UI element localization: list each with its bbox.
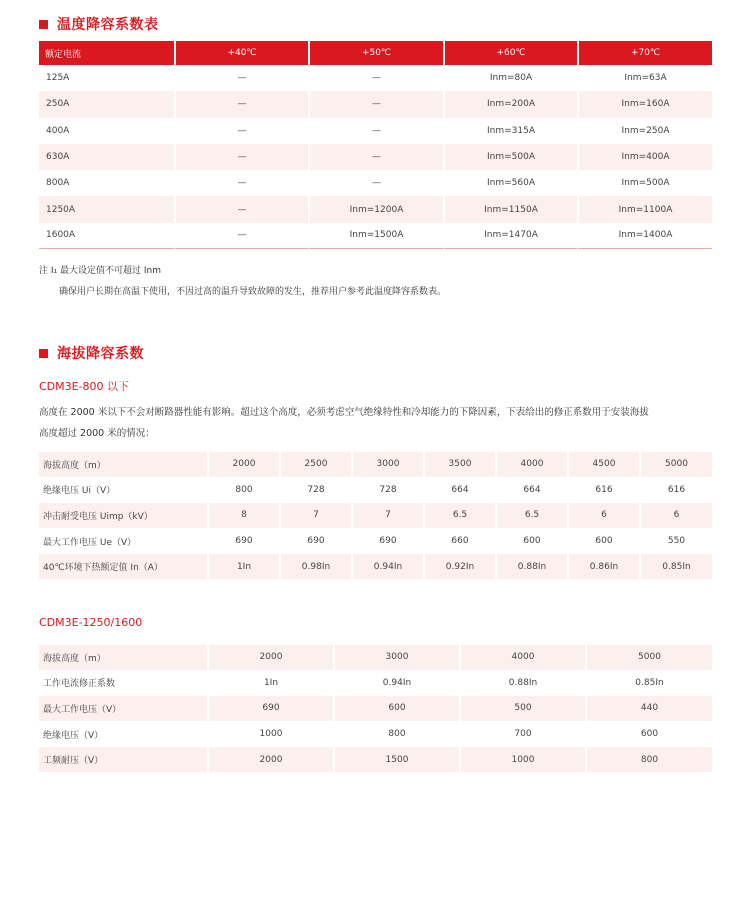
table-cell: 0.88In bbox=[495, 554, 567, 580]
header-60c: +60℃ bbox=[443, 41, 577, 65]
table-cell: 绝缘电压 Ui（V） bbox=[39, 478, 207, 504]
table-cell: 4000 bbox=[495, 452, 567, 478]
table-cell: 工作电流修正系数 bbox=[39, 671, 207, 697]
table-cell: 728 bbox=[351, 478, 423, 504]
table-cell: 1600A bbox=[39, 223, 174, 249]
temperature-section-heading bbox=[39, 14, 159, 34]
table-cell: 600 bbox=[567, 529, 639, 555]
table-cell: — bbox=[174, 91, 308, 117]
altitude-section-heading bbox=[39, 343, 144, 363]
table-cell: — bbox=[174, 144, 308, 170]
table-cell: 400A bbox=[46, 125, 70, 136]
table-header-row bbox=[39, 41, 712, 65]
table-cell: 0.85In bbox=[585, 671, 712, 697]
subtitle-cdm3e-800: CDM3E-800 以下 bbox=[39, 380, 130, 393]
table-cell: 0.86In bbox=[567, 554, 639, 580]
table-row bbox=[39, 529, 712, 555]
bullet-square-icon bbox=[39, 349, 48, 358]
table-cell: Inm=200A bbox=[443, 91, 577, 117]
table-cell: Inm=1400A bbox=[577, 223, 712, 249]
table-cell: 800 bbox=[333, 722, 459, 748]
altitude-table-800 bbox=[39, 452, 712, 580]
table-row bbox=[39, 747, 712, 773]
table-row bbox=[39, 671, 712, 697]
table-cell: 2000 bbox=[207, 645, 333, 671]
table-cell: — bbox=[308, 91, 443, 117]
table-cell: — bbox=[174, 65, 308, 91]
table-cell: Inm=500A bbox=[577, 170, 712, 196]
table-row bbox=[39, 170, 712, 196]
table-row bbox=[39, 196, 712, 222]
table-row bbox=[39, 91, 712, 117]
table-cell: 690 bbox=[279, 529, 351, 555]
subtitle-cdm3e-1250-1600: CDM3E-1250/1600 bbox=[39, 616, 143, 629]
table-row bbox=[39, 223, 712, 249]
table-cell: 800 bbox=[207, 478, 279, 504]
table-cell: 3000 bbox=[333, 645, 459, 671]
table-row bbox=[39, 554, 712, 580]
table-cell: 1500 bbox=[333, 747, 459, 773]
table-cell: 6 bbox=[639, 503, 712, 529]
table-cell: 600 bbox=[333, 696, 459, 722]
table-cell: 690 bbox=[207, 696, 333, 722]
table-cell: 8 bbox=[207, 503, 279, 529]
table-cell: 4500 bbox=[567, 452, 639, 478]
table-cell: 5000 bbox=[639, 452, 712, 478]
table-cell: Inm=63A bbox=[577, 65, 712, 91]
table-cell: Inm=250A bbox=[577, 118, 712, 144]
table-cell: — bbox=[174, 170, 308, 196]
note-line-2: 确保用户长期在高温下使用，不因过高的温升导致故障的发生，推荐用户参考此温度降容系数表。 bbox=[59, 287, 447, 297]
table-cell: 7 bbox=[279, 503, 351, 529]
table-cell: Inm=560A bbox=[443, 170, 577, 196]
table-cell: 7 bbox=[351, 503, 423, 529]
table-cell: — bbox=[308, 118, 443, 144]
table-cell: 616 bbox=[639, 478, 712, 504]
table-cell: 0.98In bbox=[279, 554, 351, 580]
table-cell: 2000 bbox=[207, 452, 279, 478]
table-cell: 0.94In bbox=[333, 671, 459, 697]
table-cell: — bbox=[174, 196, 308, 222]
table-cell: 1In bbox=[207, 671, 333, 697]
altitude-description bbox=[39, 402, 714, 444]
table-cell: — bbox=[308, 144, 443, 170]
table-cell: 3500 bbox=[423, 452, 495, 478]
table-cell: Inm=1470A bbox=[443, 223, 577, 249]
table-cell: 4000 bbox=[459, 645, 585, 671]
table-cell: 800A bbox=[46, 178, 70, 189]
table-cell: Inm=80A bbox=[443, 65, 577, 91]
table-cell: 海拔高度（m） bbox=[39, 452, 207, 478]
table-cell: 0.88In bbox=[459, 671, 585, 697]
table-cell: 最大工作电压 Ue（V） bbox=[39, 529, 207, 555]
table-cell: Inm=1100A bbox=[577, 196, 712, 222]
table-cell: 6.5 bbox=[423, 503, 495, 529]
table-cell: 工频耐压（V） bbox=[39, 747, 207, 773]
table-cell: Inm=1150A bbox=[443, 196, 577, 222]
temperature-derating-table bbox=[39, 41, 712, 249]
table-row bbox=[39, 722, 712, 748]
table-cell: 1000 bbox=[459, 747, 585, 773]
table-cell: 664 bbox=[423, 478, 495, 504]
table-cell: 690 bbox=[207, 529, 279, 555]
section-title: 温度降容系数表 bbox=[57, 17, 159, 33]
table-cell: 6 bbox=[567, 503, 639, 529]
table-cell: 5000 bbox=[585, 645, 712, 671]
altitude-table-1250-1600 bbox=[39, 645, 712, 773]
table-cell: 40℃环境下热额定值 In（A） bbox=[39, 554, 207, 580]
table-cell: 冲击耐受电压 Uimp（kV） bbox=[39, 503, 207, 529]
header-40c: +40℃ bbox=[174, 41, 308, 65]
table-cell: 630A bbox=[39, 144, 174, 170]
table-row bbox=[39, 144, 712, 170]
table-cell: 600 bbox=[495, 529, 567, 555]
section-title: 海拔降容系数 bbox=[57, 346, 144, 362]
table-cell: 1250A bbox=[39, 196, 174, 222]
table-row bbox=[39, 503, 712, 529]
table-row bbox=[39, 452, 712, 478]
table-cell: 500 bbox=[459, 696, 585, 722]
table-cell: Inm=1200A bbox=[308, 196, 443, 222]
table-cell: — bbox=[174, 223, 308, 249]
description-line-2: 高度超过 2000 米的情况： bbox=[39, 428, 155, 439]
table-cell: 440 bbox=[585, 696, 712, 722]
description-line-1: 高度在 2000 米以下不会对断路器性能有影响。超过这个高度，必须考虑空气绝缘特性和冷却能力的下降因素，下表给出的修正系数用于安装海拔 bbox=[39, 407, 649, 418]
note-line-1: 注 I₁ 最大设定值不可超过 Inm bbox=[39, 266, 161, 276]
bullet-square-icon bbox=[39, 20, 48, 29]
table-cell: 1000 bbox=[207, 722, 333, 748]
table-cell: 728 bbox=[279, 478, 351, 504]
table-cell: 最大工作电压（V） bbox=[39, 696, 207, 722]
table-row bbox=[39, 118, 712, 144]
table-cell: 550 bbox=[639, 529, 712, 555]
table-cell: 700 bbox=[459, 722, 585, 748]
table-cell: 2000 bbox=[207, 747, 333, 773]
table-cell: Inm=400A bbox=[577, 144, 712, 170]
table-cell: 660 bbox=[423, 529, 495, 555]
table-cell: 3000 bbox=[351, 452, 423, 478]
table-cell: Inm=160A bbox=[577, 91, 712, 117]
table-row bbox=[39, 696, 712, 722]
table-cell: — bbox=[308, 65, 443, 91]
table-cell: 250A bbox=[39, 91, 174, 117]
table-row bbox=[39, 645, 712, 671]
table-cell: 1In bbox=[207, 554, 279, 580]
table-cell: 2500 bbox=[279, 452, 351, 478]
table-row bbox=[39, 65, 712, 91]
header-rated-current: 额定电流 bbox=[39, 41, 174, 65]
table-cell: 664 bbox=[495, 478, 567, 504]
table-row bbox=[39, 478, 712, 504]
table-cell: 600 bbox=[585, 722, 712, 748]
table-cell: 海拔高度（m） bbox=[39, 645, 207, 671]
header-50c: +50℃ bbox=[308, 41, 443, 65]
table-cell: 800 bbox=[585, 747, 712, 773]
table-cell: 0.94In bbox=[351, 554, 423, 580]
table-cell: 690 bbox=[351, 529, 423, 555]
table-cell: Inm=1500A bbox=[308, 223, 443, 249]
table-cell: Inm=315A bbox=[443, 118, 577, 144]
table-cell: 6.5 bbox=[495, 503, 567, 529]
table-cell: 0.85In bbox=[639, 554, 712, 580]
table-cell: — bbox=[308, 170, 443, 196]
table-cell: — bbox=[174, 118, 308, 144]
table-cell: 绝缘电压（V） bbox=[39, 722, 207, 748]
table-cell: Inm=500A bbox=[443, 144, 577, 170]
table-cell: 616 bbox=[567, 478, 639, 504]
table-cell: 125A bbox=[46, 73, 70, 84]
table-cell: 0.92In bbox=[423, 554, 495, 580]
header-70c: +70℃ bbox=[577, 41, 712, 65]
